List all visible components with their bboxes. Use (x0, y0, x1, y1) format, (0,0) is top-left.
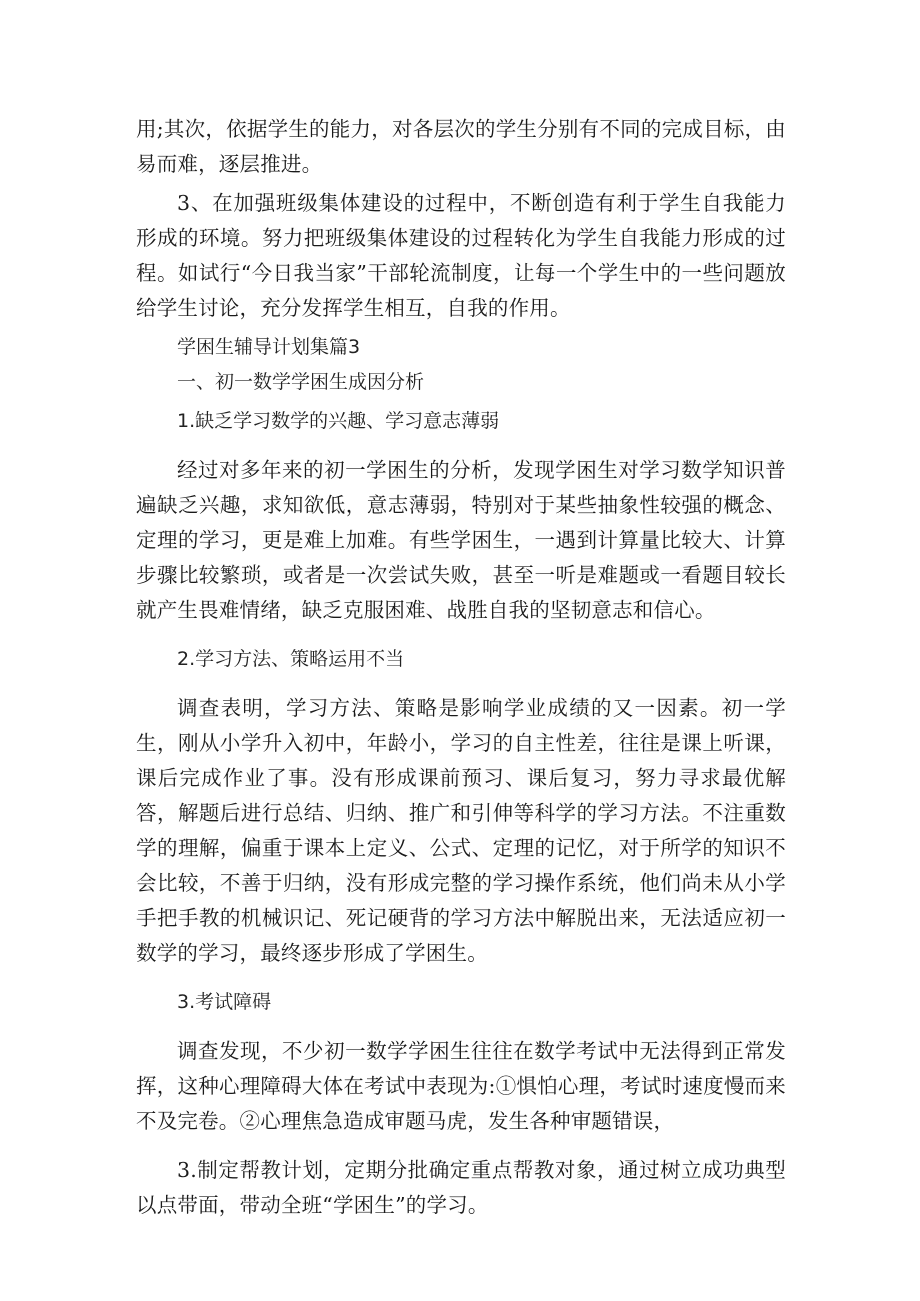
paragraph-tutoring-plan: 3.制定帮教计划，定期分批确定重点帮教对象，通过树立成功典型以点带面，带动全班“学困生”的学习。 (136, 1158, 786, 1217)
paragraph-class-building: 3、在加强班级集体建设的过程中，不断创造有利于学生自我能力形成的环境。努力把班级集体建设的过程转化为学生自我能力形成的过程。如试行“今日我当家”干部轮流制度，让每一个学生中的一些问题放给学生讨论，充分发挥学生相互，自我的作用。 (136, 191, 786, 320)
subheading-lack-interest: 1.缺乏学习数学的兴趣、学习意志薄弱 (177, 410, 500, 432)
document-page (136, 112, 786, 1223)
paragraph-exam-obstacles: 调查发现，不少初一数学学困生往往在数学考试中无法得到正常发挥，这种心理障碍大体在考试中表现为:①惧怕心理，考试时速度慢而来不及完卷。②心理焦急造成审题马虎，发生各种审题错误， (136, 1039, 786, 1133)
subheading-exam-obstacles: 3.考试障碍 (177, 991, 272, 1013)
section-title-plan-3: 学困生辅导计划集篇3 (177, 336, 361, 358)
heading-cause-analysis: 一、初一数学学困生成因分析 (177, 371, 425, 393)
subheading-learning-methods: 2.学习方法、策略运用不当 (177, 648, 405, 670)
paragraph-continuation: 用;其次，依据学生的能力，对各层次的学生分别有不同的完成目标，由易而难，逐层推进。 (136, 117, 786, 176)
paragraph-learning-methods: 调查表明，学习方法、策略是影响学业成绩的又一因素。初一学生，刚从小学升入初中，年龄小，学习的自主性差，往往是课上听课，课后完成作业了事。没有形成课前预习、课后复习，努力寻求最优解答，解题后进行总结、归纳、推广和引伸等科学的学习方法。不注重数学的理解，偏重于课本上定义、公式、定理的记忆，对于所学的知识不会比较，不善于归纳，没有形成完整的学习操作系统，他们尚未从小学手把手教的机械识记、死记硬背的学习方法中解脱出来，无法适应初一数学的学习，最终逐步形成了学困生。 (136, 696, 786, 965)
paragraph-lack-interest: 经过对多年来的初一学困生的分析，发现学困生对学习数学知识普遍缺乏兴趣，求知欲低，意志薄弱，特别对于某些抽象性较强的概念、定理的学习，更是难上加难。有些学困生，一遇到计算量比较大、计算步骤比较繁琐，或者是一次尝试失败，甚至一听是难题或一看题目较长就产生畏难情绪，缺乏克服困难、战胜自我的坚韧意志和信心。 (136, 458, 786, 622)
